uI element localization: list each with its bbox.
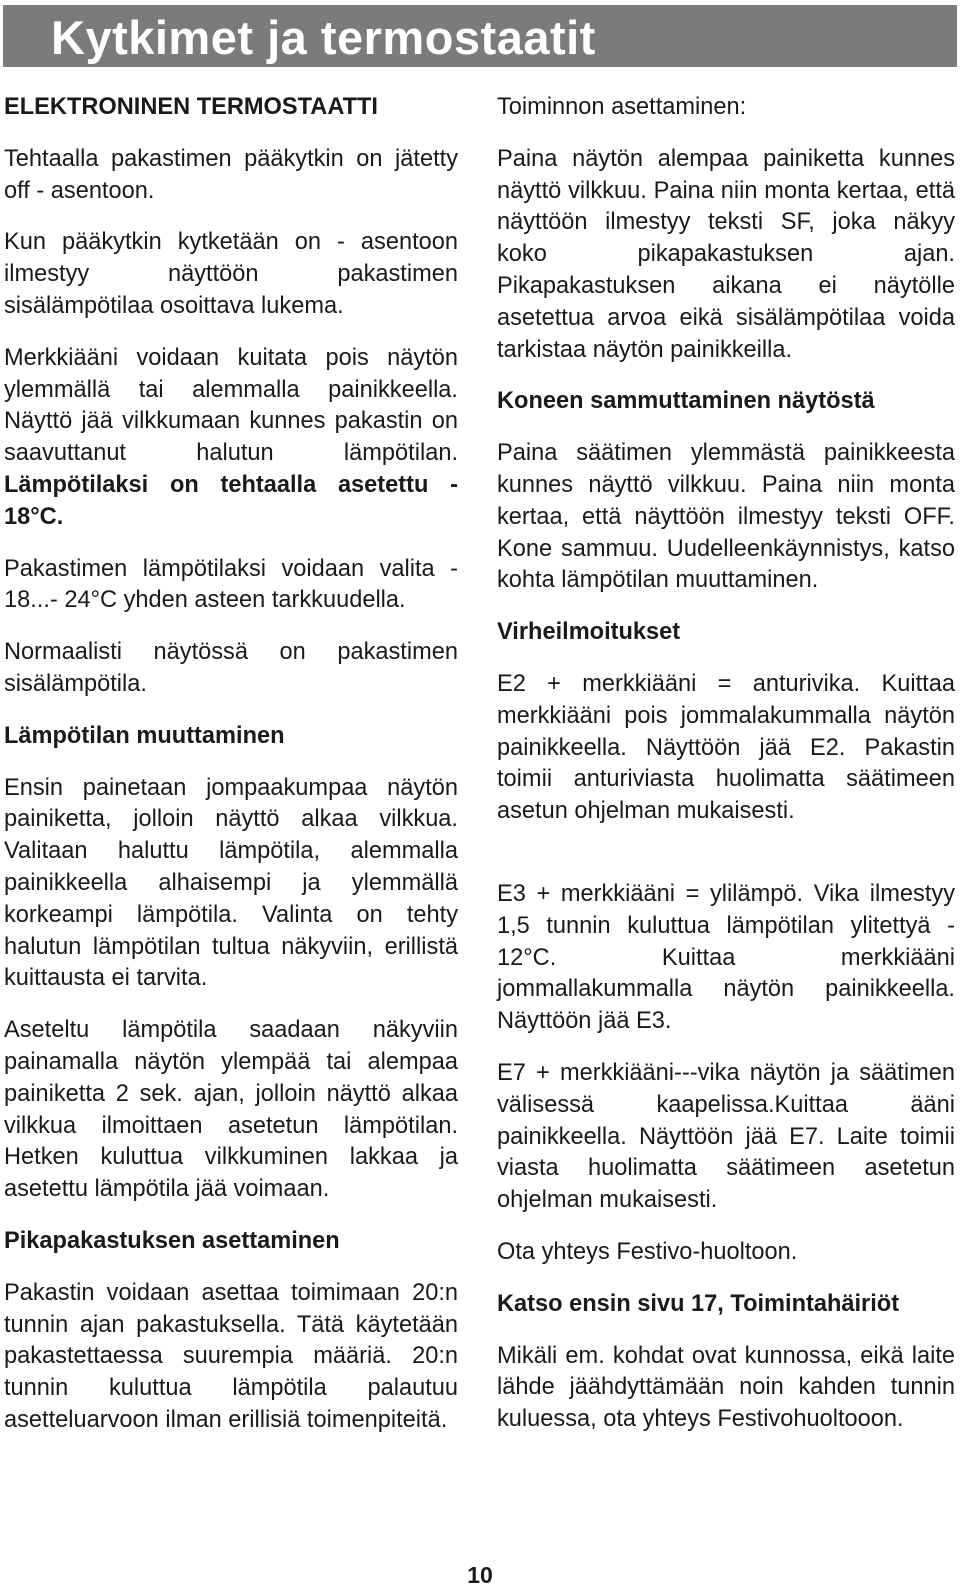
left-column <box>4 92 458 1437</box>
heading-temperature-change: Lämpötilan muuttaminen <box>4 722 285 749</box>
paragraph-normal-display: Normaalisti näytössä on pakastimen sisälämpötila. <box>4 639 458 697</box>
paragraph-show-setpoint: Aseteltu lämpötila saadaan näkyviin painamalla näytön ylempää tai alempaa painiketta 2 sek. ajan, jolloin näyttö alkaa vilkkua ilmoittaen asetetun lämpötilan. Hetken kuluttua vilkkuminen lakkaa ja asetettu lämpötila jää voimaan. <box>4 1017 458 1203</box>
heading-electronic-thermostat: ELEKTRONINEN TERMOSTAATTI <box>4 94 378 120</box>
paragraph-temperature-range: Pakastimen lämpötilaksi voidaan valita - 18...- 24°C yhden asteen tarkkuudella. <box>4 555 458 614</box>
paragraph-alarm-acknowledge <box>4 343 458 534</box>
paragraph-final-note: Mikäli em. kohdat ovat kunnossa, eikä laite lähde jäähdyttämään noin kahden tunnin kuluessa, ota yhteys Festivohuoltooon. <box>497 1342 955 1433</box>
paragraph-contact-service: Ota yhteys Festivo-huoltoon. <box>497 1238 798 1265</box>
paragraph-error-e2: E2 + merkkiääni = anturivika. Kuittaa merkkiääni pois jommalakummalla näytön painikkeella. Näyttöön jää E2. Pakastin toimii anturiviasta huolimatta säätimeen asetun ohjelman mukaisesti. <box>497 670 955 825</box>
page-title: Kytkimet ja termostaatit <box>51 11 596 64</box>
heading-error-messages: Virheilmoitukset <box>497 619 681 646</box>
paragraph-main-switch: Kun pääkytkin kytketään on - asentoon ilmestyy näyttöön pakastimen sisälämpötilaa osoittava lukema. <box>4 229 458 319</box>
heading-function-setting: Toiminnon asettaminen: <box>497 94 747 120</box>
paragraph-quick-freeze: Pakastin voidaan asettaa toimimaan 20:n tunnin ajan pakastuksella. Tätä käytetään pakastettaessa suurempia määriä. 20:n tunnin kuluttua lämpötila palautuu asetteluarvoon ilman erillisiä toimenpiteitä. <box>4 1279 458 1433</box>
heading-shutdown: Koneen sammuttaminen näytöstä <box>497 388 875 415</box>
paragraph-shutdown: Paina säätimen ylemmästä painikkeesta kunnes näyttö vilkkuu. Paina niin monta kertaa, että näyttöön ilmestyy teksti OFF. Kone sammuu. Uudelleenkäynnistys, katso kohta lämpötilan muuttaminen. <box>497 440 955 594</box>
paragraph-error-e7: E7 + merkkiääni---vika näytön ja säätimen välisessä kaapelissa.Kuittaa ääni painikkeella. Näyttöön jää E7. Laite toimii viasta huolimatta säätimeen asetetun ohjelman mukaisesti. <box>497 1059 955 1214</box>
factory-temperature-text: Lämpötilaksi on tehtaalla asetettu - 18°C. <box>4 471 458 530</box>
paragraph-factory-setting: Tehtaalla pakastimen pääkytkin on jätetty off - asentoon. <box>4 145 458 204</box>
right-column <box>497 92 955 1436</box>
heading-see-page: Katso ensin sivu 17, Toimintahäiriöt <box>497 1290 900 1317</box>
alarm-text: Merkkiääni voidaan kuitata pois näytön ylemmällä tai alemmalla painikkeella. Näyttö jää vilkkumaan kunnes pakastin on saavuttanut halutun lämpötilan. <box>4 344 458 467</box>
paragraph-change-instructions: Ensin painetaan jompaakumpaa näytön painiketta, jolloin näyttö alkaa vilkkua. Valitaan haluttu lämpötila, alemmalla painikkeella alhaisempi ja ylemmällä korkeampi lämpötila. Valinta on tehty halutun lämpötilan tultua näkyviin, erillistä kuittausta ei tarvita. <box>4 774 458 992</box>
paragraph-function-setting: Paina näytön alempaa painiketta kunnes näyttö vilkkuu. Paina niin monta kertaa, että näyttöön ilmestyy teksti SF, joka näkyy koko pikapakastuksen ajan. Pikapakastuksen aikana ei näytölle asetettua arvoa eikä sisälämpötilaa voida tarkistaa näytön painikkeilla. <box>497 145 955 363</box>
heading-quick-freeze: Pikapakastuksen asettaminen <box>4 1227 340 1254</box>
page-number: 10 <box>467 1562 493 1588</box>
paragraph-error-e3: E3 + merkkiääni = ylilämpö. Vika ilmestyy 1,5 tunnin kuluttua lämpötilan ylitettyä - 12°C. Kuittaa merkkiääni jommallakummalla näytön painikkeella. Näyttöön jää E3. <box>497 880 955 1035</box>
title-banner <box>3 5 957 67</box>
